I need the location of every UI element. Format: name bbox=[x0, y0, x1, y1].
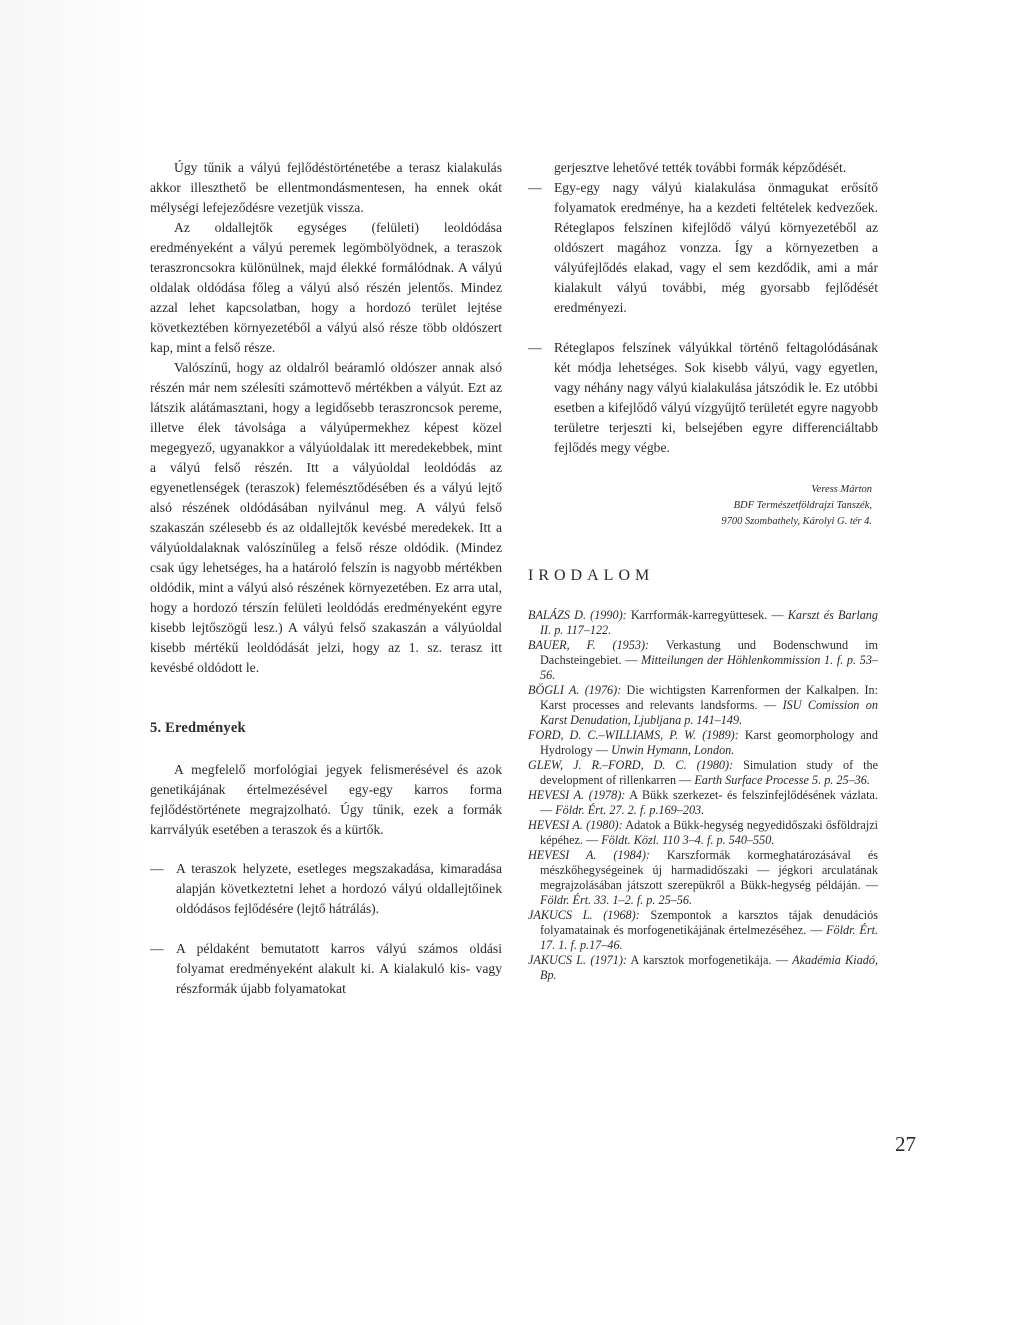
reference-item bbox=[528, 683, 878, 728]
reference-item bbox=[528, 953, 878, 983]
reference-author: HEVESI A. (1984): bbox=[528, 848, 650, 862]
reference-text: Szempontok a karsztos tájak denudációs folyamatainak és morfogenetikájának értelmezéséhez. — bbox=[540, 908, 878, 937]
reference-text: Adatok a Bükk-hegység negyedidőszaki ősföldrajzi képéhez. — bbox=[540, 818, 879, 847]
reference-author: FORD, D. C.–WILLIAMS, P. W. (1989): bbox=[528, 728, 739, 742]
reference-text: Karst geomorphology and Hydrology — bbox=[540, 728, 878, 757]
paragraph: Valószínű, hogy az oldalról beáramló oldószer annak alsó részén már nem szélesíti számottevő mértékben a vályút. Ezt az látszik alátámasztani, hogy a legidősebb teraszroncsok pereme, illetve élek távolsága a vályúpermekhez képest közel megegyező, ugyanakkor a vályúoldalak itt meredekebbek, mint a vályú felső részén. Itt a vályúoldal leoldódás az egyenetlenségek (teraszok) felemésztődésében és a vályú lejtő alsó részének oldódásában nyilvánul meg. A vályú felső szakaszán szélesebb és az oldallejtők kevésbé meredekek. Itt a vályúoldalaknak valószínűleg a felső része oldódik. (Mindez csak úgy lehetséges, ha a határoló felszín is nagyobb mértékben oldódik, mint a vályú alsó részének környezetében. Ez arra utal, hogy a hordozó térszín felületi leoldódás eredményeként egyre kisebb lejtőszögű lesz.) A vályú felső szakaszán a vályúoldal kisebb mértékű leoldódását jelzi, hogy az 1. sz. terasz itt kevésbé oldódott le. bbox=[150, 360, 502, 675]
bullet-item bbox=[528, 338, 878, 458]
reference-item bbox=[528, 758, 878, 788]
paragraph: Az oldallejtők egységes (felületi) leoldódása eredményeként a vályú peremek legömbölyödnek, a teraszok teraszroncsokra különülnek, majd élekké formálódnak. A vályú oldalak oldódása főleg a vályú alsó részén jelentős. Mindez azzal lehet kapcsolatban, hogy a hordozó terület lejtése következtében környezetéből a vályú alsó része több oldószert kap, mint a felső része. bbox=[150, 220, 502, 355]
reference-source: Földt. Közl. 110 3–4. f. p. 540–550. bbox=[601, 833, 775, 847]
reference-item bbox=[528, 788, 878, 818]
bullet-text: A példaként bemutatott karros vályú számos oldási folyamat eredményeként alakult ki. A kialakuló kis- vagy részformák újabb folyamatokat bbox=[176, 941, 502, 996]
bullet-item bbox=[150, 859, 502, 919]
reference-author: JAKUCS L. (1968): bbox=[528, 908, 640, 922]
reference-item bbox=[528, 608, 878, 638]
reference-author: BÖGLI A. (1976): bbox=[528, 683, 622, 697]
reference-text: Karszformák kormeghatározásával és mészkőhegységeinek új harmadidőszaki — jégkori arculatának megrajzolásában játszott szerepükről a Bükk-hegység példáján. — bbox=[540, 848, 879, 892]
reference-source: Földr. Ért. 33. 1–2. f. p. 25–56. bbox=[540, 893, 693, 907]
reference-text: A karsztok morfogenetikája. — bbox=[630, 953, 788, 967]
reference-text: Verkastung und Bodenschwund im Dachsteingebiet. — bbox=[540, 638, 878, 667]
reference-source: Földr. Ért. 27. 2. f. p.169–203. bbox=[555, 803, 705, 817]
reference-item bbox=[528, 848, 878, 908]
author-institution: BDF Természetföldrajzi Tanszék, bbox=[733, 500, 872, 511]
author-signature bbox=[528, 482, 872, 530]
bullet-text: A teraszok helyzete, esetleges megszakadása, kimaradása alapján következtetni lehet a hordozó vályú oldallejtőinek oldódásos fejlődésére (lejtő hátrálás). bbox=[176, 861, 502, 916]
reference-author: BAUER, F. (1953): bbox=[528, 638, 650, 652]
reference-text: A Bükk szerkezet- és felszínfejlődésének vázlata. — bbox=[540, 788, 879, 817]
right-column bbox=[528, 158, 878, 983]
reference-author: HEVESI A. (1978): bbox=[528, 788, 626, 802]
dash-marker: — bbox=[150, 941, 164, 956]
reference-source: Karszt és Barlang II. p. 117–122. bbox=[540, 608, 878, 637]
author-name: Veress Márton bbox=[811, 484, 872, 495]
paragraph: A megfelelő morfológiai jegyek felismerésével és azok genetikájának értelmezésével egy-egy karros forma fejlődéstörténete megrajzolható. Úgy tűnik, ezek a formák karrvályúk esetében a teraszok és a kürtők. bbox=[150, 762, 502, 837]
references-title: IRODALOM bbox=[528, 567, 655, 584]
paragraph-continuation: gerjesztve lehetővé tették további formák képződését. bbox=[554, 160, 847, 175]
dash-marker: — bbox=[150, 861, 164, 876]
reference-source: Earth Surface Processe 5. p. 25–36. bbox=[694, 773, 870, 787]
reference-source: Unwin Hymann, London. bbox=[611, 743, 735, 757]
reference-author: BALÁZS D. (1990): bbox=[528, 608, 627, 622]
bullet-text: Egy-egy nagy vályú kialakulása önmagukat erősítő folyamatok eredménye, ha a kezdeti feltételek kedvezőek. Réteglapos felszínen kifejlődő vályú környezetéből az oldószert magához vonzza. Így a környezetben a vályúfejlődés elakad, vagy el sem kezdődik, ami a már kialakult vályú további, még gyorsabb fejlődését eredményezi. bbox=[554, 180, 878, 315]
left-column bbox=[150, 158, 502, 999]
reference-item bbox=[528, 728, 878, 758]
document-page bbox=[148, 60, 918, 1280]
reference-item bbox=[528, 908, 878, 953]
dash-marker: — bbox=[528, 340, 542, 355]
bullet-text: Réteglapos felszínek vályúkkal történő feltagolódásának két módja lehetséges. Sok kisebb vályú, vagy egyetlen, vagy néhány nagy vályú kialakulása játszódik le. Ez utóbbi esetben a kifejlődő vályú vízgyűjtő területét egyre nagyobb területre terjeszti ki, belsejében egyre differenciáltabb fejlődés megy végbe. bbox=[554, 340, 878, 455]
reference-list bbox=[528, 608, 878, 983]
reference-text: Karrformák-karregyüttesek. — bbox=[630, 608, 784, 622]
reference-item bbox=[528, 638, 878, 683]
author-address: 9700 Szombathely, Károlyi G. tér 4. bbox=[721, 516, 872, 527]
reference-author: GLEW, J. R.–FORD, D. C. (1980): bbox=[528, 758, 734, 772]
reference-item bbox=[528, 818, 878, 848]
reference-source: Akadémia Kiadó, Bp. bbox=[540, 953, 879, 982]
bullet-item bbox=[150, 939, 502, 999]
reference-source: Földr. Ért. 17. 1. f. p.17–46. bbox=[540, 923, 879, 952]
bullet-item bbox=[528, 178, 878, 318]
reference-source: ISU Comission on Karst Denudation, Ljubljana p. 141–149. bbox=[540, 698, 878, 727]
reference-text: Die wichtigsten Karrenformen der Kalkalpen. In: Karst processes and relevants landsforms. — bbox=[540, 683, 878, 712]
page-number: 27 bbox=[895, 1132, 916, 1156]
reference-text: Simulation study of the development of rillenkarren — bbox=[540, 758, 878, 787]
paragraph: Úgy tűnik a vályú fejlődéstörténetébe a terasz kialakulás akkor illeszthető be ellentmondásmentesen, ha ennek okát mélységi lefejeződésre vezetjük vissza. bbox=[150, 160, 502, 215]
scan-edge-shadow bbox=[0, 0, 150, 1325]
reference-source: Mitteilungen der Höhlenkommission 1. f. p. 53–56. bbox=[540, 653, 879, 682]
reference-author: JAKUCS L. (1971): bbox=[528, 953, 627, 967]
section-title: 5. Eredmények bbox=[150, 720, 246, 736]
dash-marker: — bbox=[528, 180, 542, 195]
reference-author: HEVESI A. (1980): bbox=[528, 818, 623, 832]
